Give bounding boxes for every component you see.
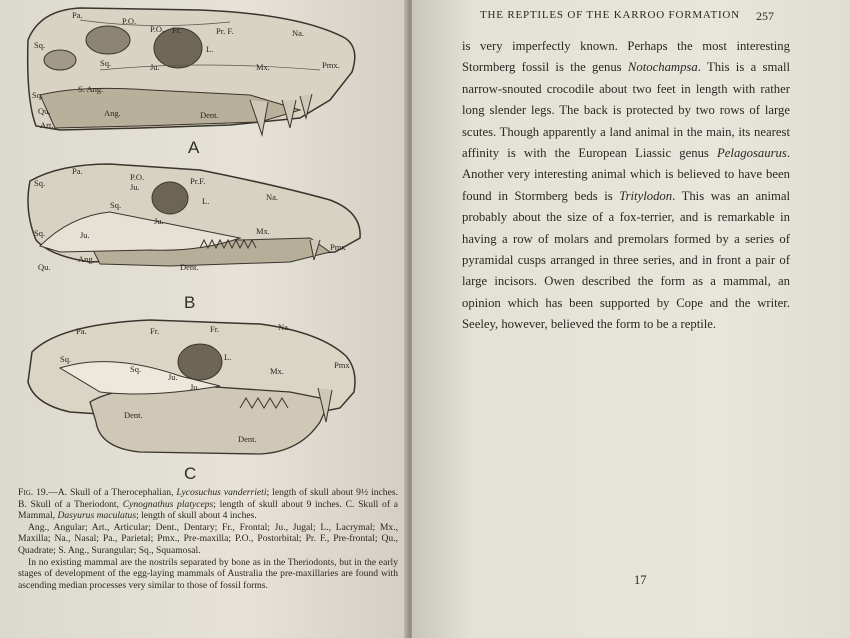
skull-b-label: Ang.: [78, 254, 95, 264]
species-name: Lycosuchus vanderrieti: [176, 487, 267, 498]
left-page: [0, 0, 408, 638]
figure-letter-b: B: [184, 293, 196, 312]
skull-a-label: Fr.: [172, 25, 182, 35]
page-number: 257: [756, 9, 774, 23]
figure-letter-a: A: [188, 138, 200, 157]
skull-a-label: Dent.: [200, 110, 219, 120]
skull-a-label: P.O.: [122, 16, 137, 26]
skull-c-label: Mx.: [270, 366, 284, 376]
skull-b-label: Pr.F.: [190, 176, 206, 186]
skull-b-label: P.O.: [130, 172, 145, 182]
signature-mark: 17: [634, 573, 647, 587]
skull-b-label: Ju.: [154, 216, 164, 226]
skull-c-label: Dent.: [238, 434, 257, 444]
species-name: Cynognathus platyceps: [122, 498, 214, 510]
skull-c-label: Pmx: [334, 360, 350, 370]
skull-a-label: Pmx.: [322, 60, 340, 70]
skull-b-label: Pmx: [330, 242, 346, 252]
skull-b-label: L.: [202, 196, 210, 206]
skull-figure-b: [0, 156, 408, 286]
skull-c-label: Fr.: [210, 324, 220, 334]
genus-name: Tritylodon: [619, 188, 673, 203]
skull-c-label: Sq.: [130, 364, 142, 374]
skull-figure-c: [0, 312, 408, 462]
skull-b-label: Pa.: [72, 166, 83, 176]
genus-name: Pelagosaurus: [717, 146, 787, 161]
figure-caption: Fig. 19.—A. Skull of a Therocephalian, Lycosuchus vanderrieti; length of skull about 9½ inches. B. Skull of a Theriodont, Cynognathus platyceps; length of skull about 9 inches. C. Skull of a Mammal, Dasyurus maculatus; length of skull about 4 inches. Ang., Angular; Art., Articular; Dent., Dentary; Fr., Frontal; Ju., Jugal; L., Lacrymal; Mx., Maxilla; Na., Nasal; Pa., Parietal; Pmx., Pre-maxilla; P.O., Postorbital; Pr. F., Pre-frontal; Qu., Quadrate; S. Ang., Surangular; Sq., Squamosal. In no existing mammal are the nostrils separated by bone as in the Theriodonts, but in the early stages of development of the egg-laying mammals of Australia the pre-maxillaries are found with ascending median processes very similar to those of fossil forms.: [18, 487, 399, 591]
skull-b-label: Na.: [266, 192, 279, 202]
skull-a-label: Mx.: [256, 62, 270, 72]
running-head: THE REPTILES OF THE KARROO FORMATION: [480, 9, 740, 21]
skull-c-label: Dent.: [124, 410, 143, 420]
skull-c-label: Ju.: [168, 372, 178, 382]
skull-b-label: Sq.: [110, 200, 122, 210]
skull-b-label: Ju.: [80, 230, 90, 240]
species-name: Dasyurus maculatus: [57, 510, 137, 522]
caption-fig-number: Fig. 19.: [18, 487, 49, 498]
skull-b-label: Sq.: [34, 178, 46, 188]
skull-a-label: P.O.: [150, 24, 165, 34]
skull-c-label: Pa.: [76, 326, 87, 336]
skull-a-label: Sq.: [32, 90, 44, 100]
skull-c-label: Na.: [278, 322, 291, 332]
skull-b-label: Mx.: [256, 226, 270, 236]
skull-a-label: Ang.: [104, 108, 121, 118]
skull-a-label: Sq.: [100, 58, 112, 68]
body-text: is very imperfectly known. Perhaps the most interesting Stormberg fossil is the genus Notochampsa. This is a small narrow-snouted crocodile about two feet in length with rather long slender legs. The back is protected by two rows of large scutes. Though apparently a land animal in the main, its nearest affinity is with the European Liassic genus Pelagosaurus. Another very interesting animal which is believed to have been found in Stormberg beds is Tritylodon. This was an animal probably about the size of a fox-terrier, and is remarkable in having a row of molars and premolars formed by a series of pyramidal cusps arranged in three series, and in front a pair of large incisors. Owen described the form as a mammal, an opinion which has been supported by Cope and the writer. Seeley, however, believed the form to be a reptile.: [462, 39, 790, 332]
skull-a-label: S. Ang.: [78, 84, 104, 94]
skull-a-label: Pa.: [72, 10, 83, 20]
skull-a-label: Art.: [40, 120, 54, 130]
skull-b-label: Ju.: [130, 182, 140, 192]
caption-note: In no existing mammal are the nostrils separated by bone as in the Theriodonts, but in the early stages of development of the egg-laying mammals of Australia the pre-maxillaries are found with ascending median processes very similar to those of fossil forms.: [18, 556, 398, 591]
figure-letter-c: C: [184, 464, 197, 483]
caption-abbreviations: Ang., Angular; Art., Articular; Dent., Dentary; Fr., Frontal; Ju., Jugal; L., Lacrymal; Mx., Maxilla; Na., Nasal; Pa., Parietal; Pmx., Pre-maxilla; P.O., Postorbital; Pr. F., Pre-frontal; Qu., Quadrate; S. Ang., Surangular; Sq., Squamosal.: [18, 521, 398, 556]
skull-b-label: Qu.: [38, 262, 51, 272]
skull-c-label: L.: [224, 352, 232, 362]
skull-a-label: Ju.: [150, 62, 160, 72]
skull-c-label: Fr.: [150, 326, 160, 336]
genus-name: Notochampsa: [627, 60, 698, 75]
skull-c-label: Sq.: [60, 354, 72, 364]
skull-b-label: Dent.: [180, 262, 199, 272]
skull-a-label: L.: [206, 44, 214, 54]
skull-a-label: Pr. F.: [216, 26, 234, 36]
skull-a-label: Na.: [292, 28, 305, 38]
skull-b-label: Sq.: [34, 228, 46, 238]
skull-figure-a: [0, 0, 408, 140]
skull-c-label: Ju.: [190, 382, 200, 392]
skull-a-label: Sq.: [34, 40, 46, 50]
skull-a-label: Qu.: [38, 106, 51, 116]
